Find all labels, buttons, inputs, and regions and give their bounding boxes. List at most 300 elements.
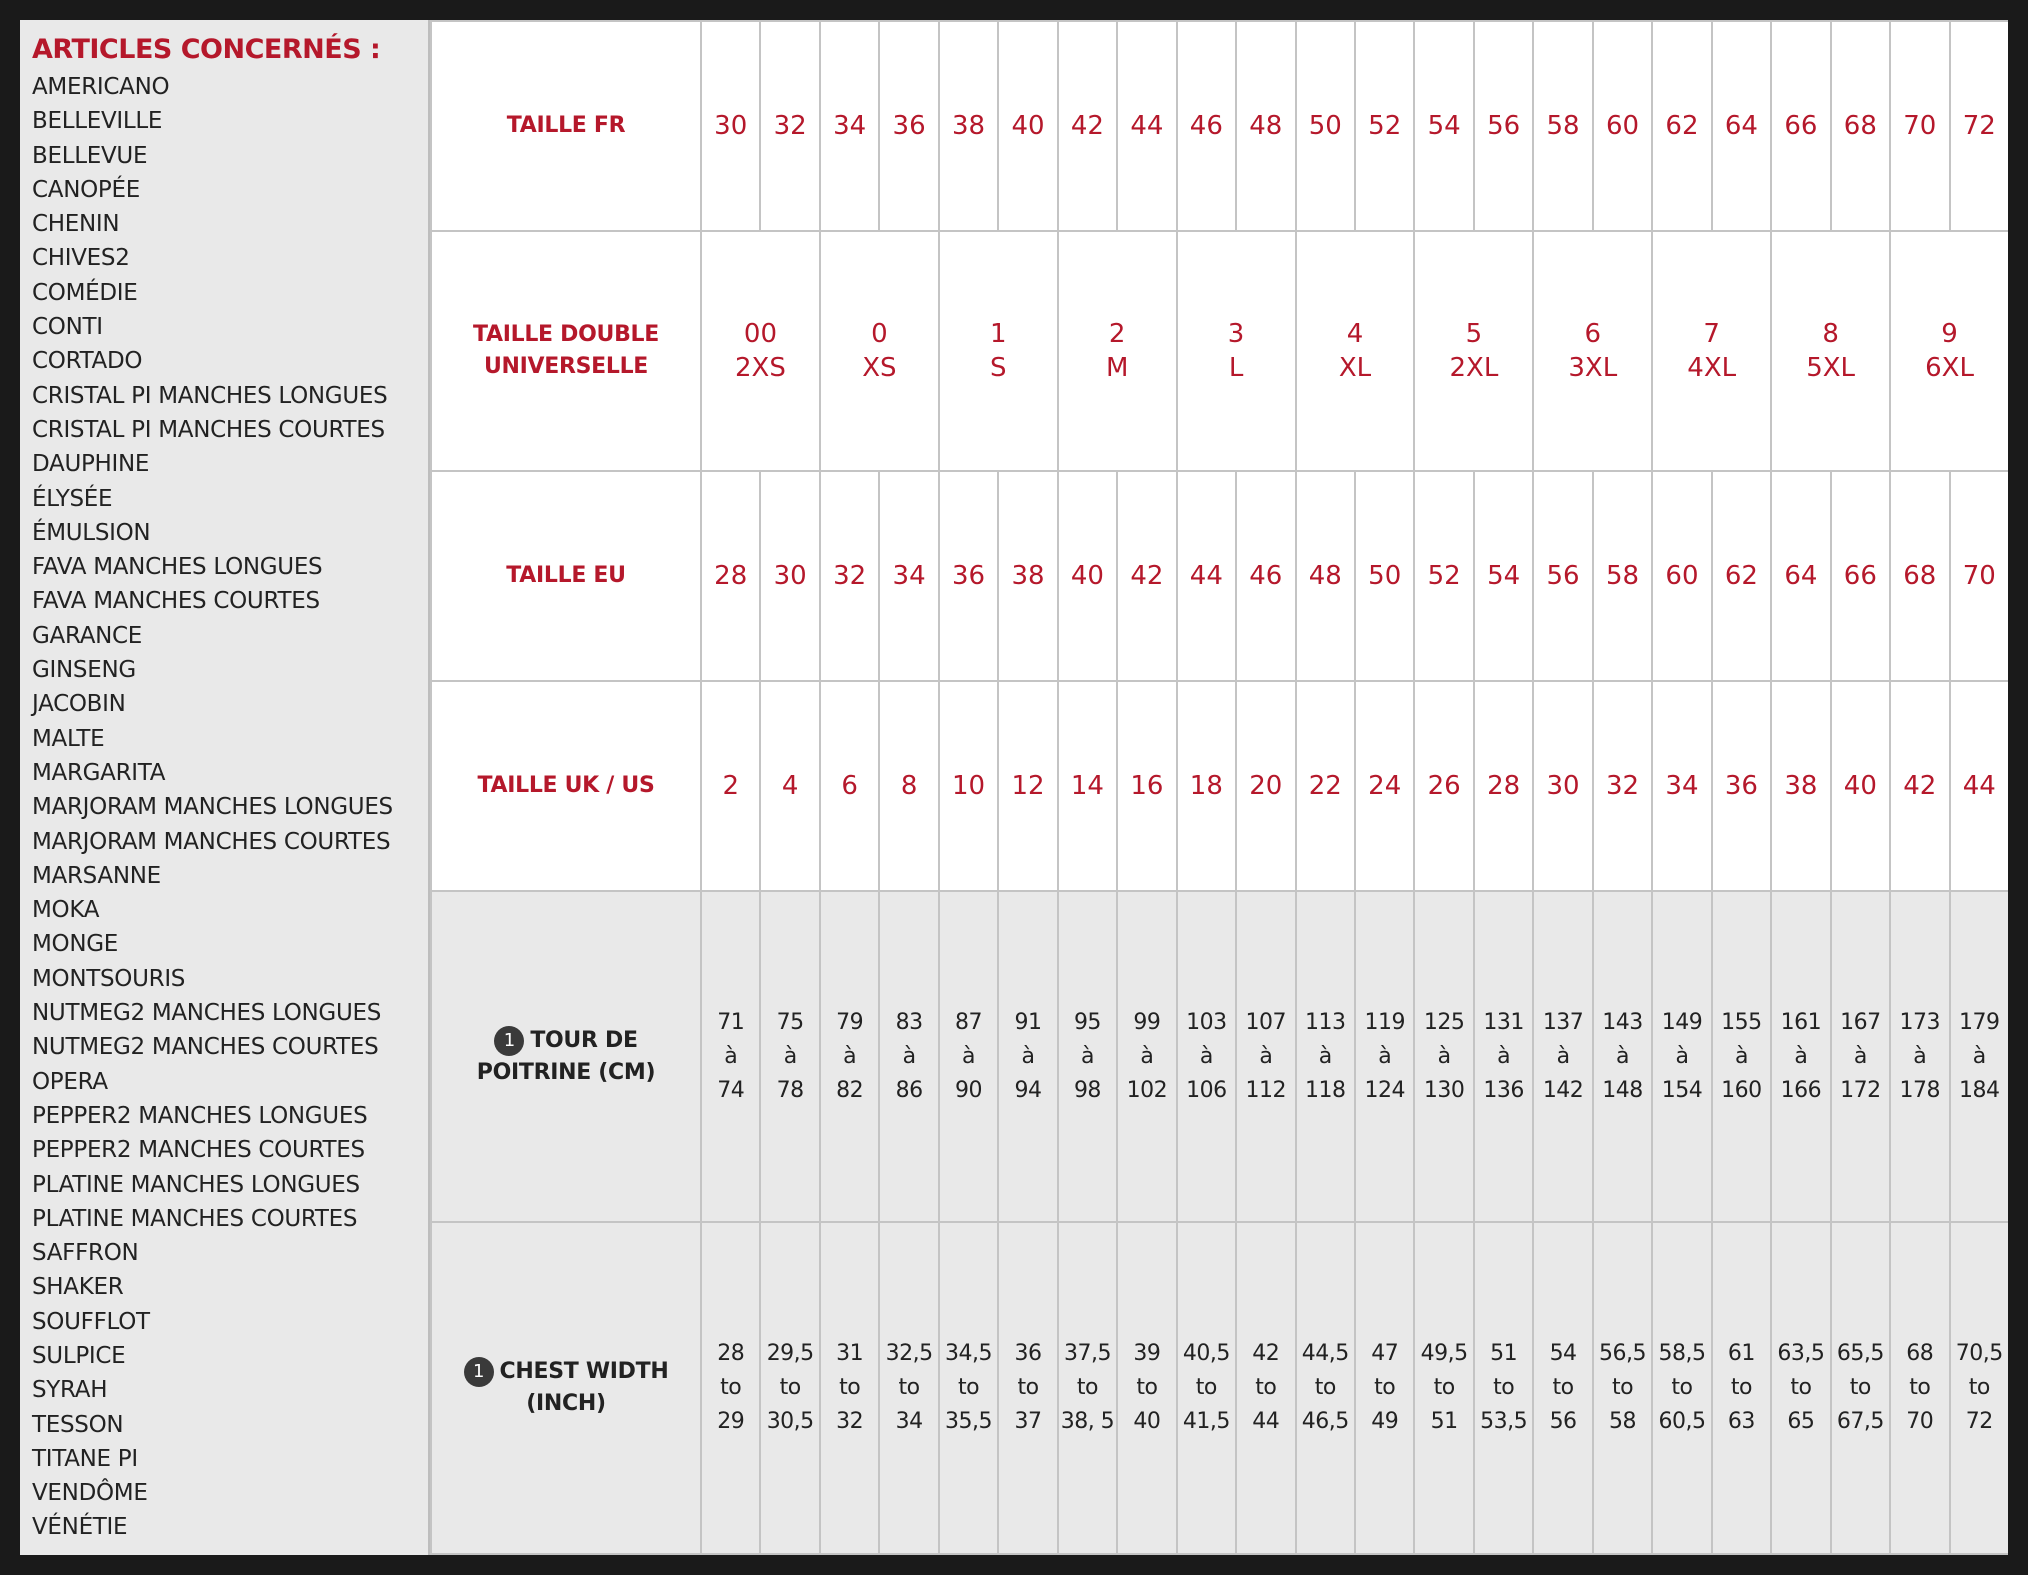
taille-eu-cell: 70 <box>1950 471 2008 681</box>
chest-width-cell <box>1296 1222 1355 1554</box>
article-item: AMERICANO <box>32 74 170 100</box>
chest-width-value: to <box>1552 1375 1574 1400</box>
article-item: PLATINE MANCHES LONGUES <box>32 1171 360 1198</box>
tour-poitrine-value: 161 <box>1780 1009 1822 1035</box>
article-item: MARJORAM MANCHES LONGUES <box>32 794 393 821</box>
article-item: BELLEVUE <box>32 142 148 169</box>
tour-poitrine-cell <box>1414 891 1473 1222</box>
chest-width-cell <box>760 1222 819 1554</box>
tour-poitrine-value: 107 <box>1245 1009 1287 1035</box>
taille-double-value: 3XL <box>1568 353 1618 383</box>
label-taille-double-line-2: UNIVERSELLE <box>483 354 649 379</box>
chest-width-value: 58,5 <box>1658 1341 1706 1366</box>
tour-poitrine-value: 179 <box>1958 1009 2000 1035</box>
chest-width-value: 60,5 <box>1658 1409 1706 1434</box>
article-item: CRISTAL PI MANCHES COURTES <box>32 416 385 443</box>
taille-double-value: 1 <box>989 319 1007 349</box>
chest-width-value: to <box>898 1375 920 1400</box>
chest-width-cell <box>1533 1222 1592 1554</box>
article-item: ÉMULSION <box>32 519 151 546</box>
chest-width-cell <box>1652 1222 1711 1554</box>
tour-poitrine-cell <box>1236 891 1295 1222</box>
taille-fr-cell: 42 <box>1058 21 1117 231</box>
tour-poitrine-value: à <box>1734 1043 1748 1069</box>
taille-fr-cell: 40 <box>998 21 1057 231</box>
chest-width-value: to <box>1968 1375 1990 1400</box>
tour-poitrine-value: à <box>1675 1043 1689 1069</box>
chest-width-value: to <box>1493 1375 1515 1400</box>
taille-double-value: 5 <box>1465 319 1483 349</box>
taille-fr-cell: 66 <box>1771 21 1830 231</box>
taille-uk-us-cell: 10 <box>939 681 998 891</box>
article-item: MOKA <box>32 897 100 924</box>
chest-width-cell <box>1355 1222 1414 1554</box>
chest-width-value: 47 <box>1371 1341 1399 1366</box>
article-item: PEPPER2 MANCHES COURTES <box>32 1137 365 1164</box>
tour-poitrine-value: 103 <box>1186 1009 1227 1035</box>
chest-width-value: to <box>1136 1375 1158 1400</box>
taille-fr-cell: 36 <box>879 21 938 231</box>
taille-eu-cell: 60 <box>1652 471 1711 681</box>
chest-width-value: 44,5 <box>1301 1341 1349 1366</box>
chest-width-value: 38, 5 <box>1060 1409 1115 1434</box>
tour-poitrine-value: 142 <box>1542 1077 1584 1103</box>
tour-poitrine-value: 136 <box>1483 1077 1524 1103</box>
chest-width-value: 61 <box>1727 1341 1755 1366</box>
size-chart-sheet <box>20 20 2008 1555</box>
taille-eu-cell: 32 <box>820 471 879 681</box>
label-taille-double <box>431 231 701 471</box>
article-item: CRISTAL PI MANCHES LONGUES <box>32 382 388 409</box>
tour-poitrine-cell <box>1831 891 1890 1222</box>
taille-eu-cell: 52 <box>1414 471 1473 681</box>
chest-width-value: to <box>1017 1375 1039 1400</box>
taille-double-cell <box>1177 231 1296 471</box>
taille-uk-us-cell: 4 <box>760 681 819 891</box>
chest-width-cell <box>879 1222 938 1554</box>
label-taille-uk-us: TAILLE UK / US <box>431 681 701 891</box>
chest-width-value: 32,5 <box>885 1341 933 1366</box>
article-item: PLATINE MANCHES COURTES <box>32 1205 358 1232</box>
tour-poitrine-cell <box>1058 891 1117 1222</box>
taille-eu-cell: 58 <box>1593 471 1652 681</box>
chest-width-value: 29,5 <box>766 1341 814 1366</box>
tour-poitrine-value: 78 <box>776 1077 804 1103</box>
tour-poitrine-cell <box>1177 891 1236 1222</box>
taille-fr-cell: 46 <box>1177 21 1236 231</box>
tour-poitrine-value: 125 <box>1423 1009 1465 1035</box>
chest-width-value: 34 <box>895 1409 923 1434</box>
label-tour-poitrine-line-1: TOUR DE <box>530 1027 638 1053</box>
taille-double-cell <box>1652 231 1771 471</box>
chest-width-value: to <box>1076 1375 1098 1400</box>
chest-width-value: 30,5 <box>766 1409 814 1434</box>
tour-poitrine-value: 98 <box>1073 1077 1101 1103</box>
taille-uk-us-cell: 40 <box>1831 681 1890 891</box>
tour-poitrine-value: 112 <box>1245 1077 1287 1103</box>
chest-width-value: 58 <box>1609 1409 1637 1434</box>
article-item: FAVA MANCHES LONGUES <box>32 554 323 581</box>
chest-width-value: 67,5 <box>1836 1409 1884 1434</box>
article-item: VÉNÉTIE <box>32 1514 128 1541</box>
tour-poitrine-cell <box>998 891 1057 1222</box>
note-1-badge: 1 <box>464 1357 494 1387</box>
taille-double-value: 2 <box>1108 319 1126 349</box>
chest-width-value: 53,5 <box>1480 1409 1528 1434</box>
chest-width-value: 70 <box>1906 1409 1934 1434</box>
taille-double-cell <box>1890 231 2008 471</box>
chest-width-value: to <box>720 1375 742 1400</box>
chest-width-value: 56 <box>1549 1409 1577 1434</box>
chest-width-value: 42 <box>1252 1341 1280 1366</box>
tour-poitrine-value: 155 <box>1721 1009 1762 1035</box>
article-item: OPERA <box>32 1068 108 1095</box>
taille-eu-cell: 50 <box>1355 471 1414 681</box>
article-item: MONTSOURIS <box>32 965 186 992</box>
tour-poitrine-value: à <box>902 1043 916 1069</box>
article-item: MARGARITA <box>32 759 166 786</box>
chest-width-value: 49 <box>1371 1409 1399 1434</box>
tour-poitrine-value: à <box>1259 1043 1273 1069</box>
article-item: SYRAH <box>32 1377 108 1404</box>
tour-poitrine-value: 83 <box>895 1009 923 1035</box>
article-item: CORTADO <box>32 348 143 375</box>
tour-poitrine-cell <box>1771 891 1830 1222</box>
row-taille-fr <box>431 21 2008 231</box>
tour-poitrine-value: 137 <box>1542 1009 1584 1035</box>
row-taille-uk-us <box>431 681 2008 891</box>
taille-fr-cell: 44 <box>1117 21 1176 231</box>
tour-poitrine-cell <box>1355 891 1414 1222</box>
taille-uk-us-cell: 6 <box>820 681 879 891</box>
tour-poitrine-cell <box>1652 891 1711 1222</box>
chest-width-value: to <box>1255 1375 1277 1400</box>
chest-width-cell <box>1593 1222 1652 1554</box>
taille-double-value: XS <box>862 353 897 383</box>
taille-double-cell <box>1414 231 1533 471</box>
tour-poitrine-value: à <box>1140 1043 1154 1069</box>
tour-poitrine-value: 102 <box>1126 1077 1168 1103</box>
taille-fr-cell: 68 <box>1831 21 1890 231</box>
tour-poitrine-value: 154 <box>1661 1077 1703 1103</box>
article-item: SULPICE <box>32 1342 126 1369</box>
chest-width-value: to <box>1790 1375 1812 1400</box>
taille-uk-us-cell: 36 <box>1712 681 1771 891</box>
label-chest-width <box>431 1222 701 1554</box>
chest-width-cell <box>1177 1222 1236 1554</box>
tour-poitrine-value: 119 <box>1364 1009 1405 1035</box>
chest-width-cell <box>1831 1222 1890 1554</box>
tour-poitrine-value: à <box>1199 1043 1213 1069</box>
taille-eu-cell: 48 <box>1296 471 1355 681</box>
label-taille-fr: TAILLE FR <box>431 21 701 231</box>
article-item: NUTMEG2 MANCHES COURTES <box>32 1034 379 1061</box>
chest-width-value: 56,5 <box>1599 1341 1647 1366</box>
chest-width-value: 36 <box>1014 1341 1042 1366</box>
chest-width-cell <box>701 1222 760 1554</box>
taille-eu-cell: 62 <box>1712 471 1771 681</box>
taille-uk-us-cell: 16 <box>1117 681 1176 891</box>
taille-double-value: L <box>1228 353 1244 383</box>
taille-eu-cell: 36 <box>939 471 998 681</box>
chest-width-value: 28 <box>717 1341 745 1366</box>
chest-width-cell <box>820 1222 879 1554</box>
taille-double-value: 5XL <box>1806 353 1856 383</box>
chest-width-value: to <box>1730 1375 1752 1400</box>
tour-poitrine-cell <box>939 891 998 1222</box>
label-taille-eu: TAILLE EU <box>431 471 701 681</box>
taille-eu-cell: 66 <box>1831 471 1890 681</box>
article-item: CHIVES2 <box>32 245 130 272</box>
tour-poitrine-value: 149 <box>1661 1009 1703 1035</box>
article-item: NUTMEG2 MANCHES LONGUES <box>32 1000 382 1027</box>
article-item: ÉLYSÉE <box>32 485 113 512</box>
chest-width-value: to <box>779 1375 801 1400</box>
taille-fr-cell: 32 <box>760 21 819 231</box>
taille-uk-us-cell: 18 <box>1177 681 1236 891</box>
tour-poitrine-value: 124 <box>1364 1077 1405 1103</box>
article-item: MONGE <box>32 931 119 958</box>
tour-poitrine-value: 167 <box>1840 1009 1881 1035</box>
taille-fr-cell: 30 <box>701 21 760 231</box>
taille-double-cell <box>1296 231 1415 471</box>
chest-width-value: 37,5 <box>1063 1341 1111 1366</box>
label-tour-poitrine-line-2: POITRINE (CM) <box>476 1059 656 1085</box>
taille-fr-cell: 52 <box>1355 21 1414 231</box>
chest-width-value: 72 <box>1965 1409 1993 1434</box>
article-item: SOUFFLOT <box>32 1308 150 1335</box>
taille-eu-cell: 40 <box>1058 471 1117 681</box>
row-tour-poitrine <box>431 891 2008 1222</box>
taille-double-cell <box>820 231 939 471</box>
taille-eu-cell: 46 <box>1236 471 1295 681</box>
taille-double-value: 4XL <box>1687 353 1737 383</box>
label-tour-poitrine <box>431 891 701 1222</box>
taille-fr-cell: 50 <box>1296 21 1355 231</box>
chest-width-value: 29 <box>717 1409 745 1434</box>
article-item: GARANCE <box>32 622 143 649</box>
tour-poitrine-value: à <box>1318 1043 1332 1069</box>
tour-poitrine-value: à <box>962 1043 976 1069</box>
chest-width-value: to <box>1195 1375 1217 1400</box>
tour-poitrine-value: 87 <box>955 1009 983 1035</box>
taille-double-value: 0 <box>871 319 888 349</box>
taille-double-value: 8 <box>1822 319 1839 349</box>
taille-uk-us-cell: 34 <box>1652 681 1711 891</box>
taille-double-value: 00 <box>743 319 777 349</box>
taille-fr-cell: 62 <box>1652 21 1711 231</box>
articles-panel <box>20 20 430 1555</box>
row-chest-width <box>431 1222 2008 1554</box>
tour-poitrine-cell <box>1950 891 2008 1222</box>
taille-uk-us-cell: 26 <box>1414 681 1473 891</box>
chest-width-value: to <box>957 1375 980 1400</box>
chest-width-value: 40 <box>1133 1409 1161 1434</box>
chest-width-value: 40,5 <box>1182 1341 1230 1366</box>
article-item: COMÉDIE <box>32 279 138 306</box>
tour-poitrine-value: à <box>1556 1043 1570 1069</box>
chest-width-cell <box>998 1222 1057 1554</box>
tour-poitrine-value: 113 <box>1305 1009 1346 1035</box>
chest-width-value: to <box>1671 1375 1693 1400</box>
taille-double-value: 6 <box>1584 319 1602 349</box>
articles-title: ARTICLES CONCERNÉS : <box>32 34 381 65</box>
taille-double-cell <box>1771 231 1890 471</box>
taille-double-value: 3 <box>1227 319 1245 349</box>
chest-width-cell <box>1117 1222 1176 1554</box>
tour-poitrine-cell <box>701 891 760 1222</box>
article-item: MARJORAM MANCHES COURTES <box>32 828 391 855</box>
taille-fr-cell: 34 <box>820 21 879 231</box>
taille-uk-us-cell: 20 <box>1236 681 1295 891</box>
tour-poitrine-value: à <box>1972 1043 1986 1069</box>
taille-fr-cell: 58 <box>1533 21 1592 231</box>
taille-fr-cell: 54 <box>1414 21 1473 231</box>
chest-width-value: 51 <box>1430 1409 1458 1434</box>
article-item: MARSANNE <box>32 862 161 889</box>
taille-double-value: 6XL <box>1925 353 1974 383</box>
tour-poitrine-value: 143 <box>1602 1009 1643 1035</box>
taille-uk-us-cell: 32 <box>1593 681 1652 891</box>
chest-width-cell <box>1950 1222 2008 1554</box>
chest-width-value: 68 <box>1906 1341 1934 1366</box>
tour-poitrine-value: à <box>1497 1043 1511 1069</box>
chest-width-value: 70,5 <box>1955 1341 2003 1366</box>
tour-poitrine-cell <box>760 891 819 1222</box>
tour-poitrine-value: 148 <box>1602 1077 1643 1103</box>
note-1-badge: 1 <box>494 1026 524 1056</box>
tour-poitrine-value: 79 <box>836 1009 864 1035</box>
article-item: FAVA MANCHES COURTES <box>32 588 320 615</box>
tour-poitrine-value: 91 <box>1014 1009 1042 1035</box>
chest-width-cell <box>1474 1222 1533 1554</box>
article-item: TESSON <box>32 1411 124 1438</box>
tour-poitrine-cell <box>1890 891 1949 1222</box>
chest-width-value: 34,5 <box>945 1341 993 1366</box>
chest-width-value: 49,5 <box>1420 1341 1468 1366</box>
chest-width-value: to <box>1433 1375 1455 1400</box>
label-taille-double-line-1: TAILLE DOUBLE <box>473 322 659 347</box>
article-item: JACOBIN <box>32 691 126 718</box>
chest-width-value: 35,5 <box>945 1409 993 1434</box>
row-taille-eu <box>431 471 2008 681</box>
tour-poitrine-value: 184 <box>1958 1077 2000 1103</box>
row-taille-double <box>431 231 2008 471</box>
taille-uk-us-cell: 38 <box>1771 681 1830 891</box>
taille-uk-us-cell: 8 <box>879 681 938 891</box>
label-chest-width-line-1: CHEST WIDTH <box>499 1359 669 1384</box>
article-item: SHAKER <box>32 1274 124 1301</box>
tour-poitrine-value: à <box>1378 1043 1392 1069</box>
tour-poitrine-value: 94 <box>1014 1077 1042 1103</box>
chest-width-cell <box>1771 1222 1830 1554</box>
tour-poitrine-cell <box>820 891 879 1222</box>
tour-poitrine-value: 130 <box>1423 1077 1465 1103</box>
taille-eu-cell: 30 <box>760 471 819 681</box>
taille-eu-cell: 56 <box>1533 471 1592 681</box>
tour-poitrine-value: 118 <box>1305 1077 1346 1103</box>
tour-poitrine-cell <box>879 891 938 1222</box>
chest-width-value: to <box>1849 1375 1871 1400</box>
chest-width-cell <box>1414 1222 1473 1554</box>
taille-eu-cell: 38 <box>998 471 1057 681</box>
tour-poitrine-value: à <box>783 1043 797 1069</box>
chest-width-value: to <box>1909 1375 1931 1400</box>
taille-eu-cell: 28 <box>701 471 760 681</box>
taille-double-value: XL <box>1338 353 1372 383</box>
article-item: SAFFRON <box>32 1240 139 1267</box>
article-item: CHENIN <box>32 211 120 238</box>
size-table <box>430 20 2008 1555</box>
chest-width-value: to <box>1611 1375 1634 1400</box>
chest-width-cell <box>1712 1222 1771 1554</box>
tour-poitrine-value: 160 <box>1721 1077 1762 1103</box>
taille-uk-us-cell: 12 <box>998 681 1057 891</box>
taille-fr-cell: 38 <box>939 21 998 231</box>
tour-poitrine-value: à <box>1853 1043 1867 1069</box>
articles-list <box>32 70 428 1545</box>
chest-width-value: 32 <box>836 1409 864 1434</box>
tour-poitrine-value: 82 <box>836 1077 864 1103</box>
taille-double-cell <box>1533 231 1652 471</box>
tour-poitrine-value: à <box>1794 1043 1808 1069</box>
chest-width-value: 65,5 <box>1836 1341 1884 1366</box>
taille-fr-cell: 60 <box>1593 21 1652 231</box>
chest-width-cell <box>1236 1222 1295 1554</box>
tour-poitrine-value: à <box>1080 1043 1094 1069</box>
taille-eu-cell: 44 <box>1177 471 1236 681</box>
chest-width-value: 46,5 <box>1301 1409 1349 1434</box>
taille-double-value: 7 <box>1703 319 1720 349</box>
tour-poitrine-value: 90 <box>955 1077 983 1103</box>
taille-double-value: 9 <box>1941 319 1958 349</box>
tour-poitrine-value: 86 <box>895 1077 923 1103</box>
chest-width-value: 65 <box>1787 1409 1815 1434</box>
taille-double-value: S <box>990 353 1007 383</box>
taille-uk-us-cell: 30 <box>1533 681 1592 891</box>
taille-double-cell <box>701 231 820 471</box>
taille-uk-us-cell: 44 <box>1950 681 2008 891</box>
tour-poitrine-value: 71 <box>717 1009 745 1035</box>
tour-poitrine-value: 131 <box>1483 1009 1524 1035</box>
article-item: PEPPER2 MANCHES LONGUES <box>32 1102 368 1129</box>
chest-width-value: 63 <box>1727 1409 1755 1434</box>
taille-fr-cell: 72 <box>1950 21 2008 231</box>
taille-eu-cell: 68 <box>1890 471 1949 681</box>
taille-double-value: M <box>1105 353 1129 383</box>
taille-double-value: 2XL <box>1449 353 1499 383</box>
tour-poitrine-value: à <box>1437 1043 1451 1069</box>
chest-width-value: to <box>1314 1375 1336 1400</box>
tour-poitrine-value: 166 <box>1780 1077 1822 1103</box>
tour-poitrine-value: 178 <box>1899 1077 1941 1103</box>
tour-poitrine-value: 172 <box>1840 1077 1881 1103</box>
taille-double-cell <box>1058 231 1177 471</box>
taille-double-value: 2XS <box>735 353 786 383</box>
article-item: DAUPHINE <box>32 451 150 478</box>
tour-poitrine-value: à <box>724 1043 738 1069</box>
taille-eu-cell: 64 <box>1771 471 1830 681</box>
tour-poitrine-value: 95 <box>1073 1009 1101 1035</box>
tour-poitrine-cell <box>1296 891 1355 1222</box>
article-item: MALTE <box>32 725 105 752</box>
tour-poitrine-value: 74 <box>717 1077 745 1103</box>
tour-poitrine-cell <box>1533 891 1592 1222</box>
tour-poitrine-value: à <box>1913 1043 1927 1069</box>
taille-uk-us-cell: 42 <box>1890 681 1949 891</box>
chest-width-value: 51 <box>1490 1341 1518 1366</box>
taille-eu-cell: 34 <box>879 471 938 681</box>
